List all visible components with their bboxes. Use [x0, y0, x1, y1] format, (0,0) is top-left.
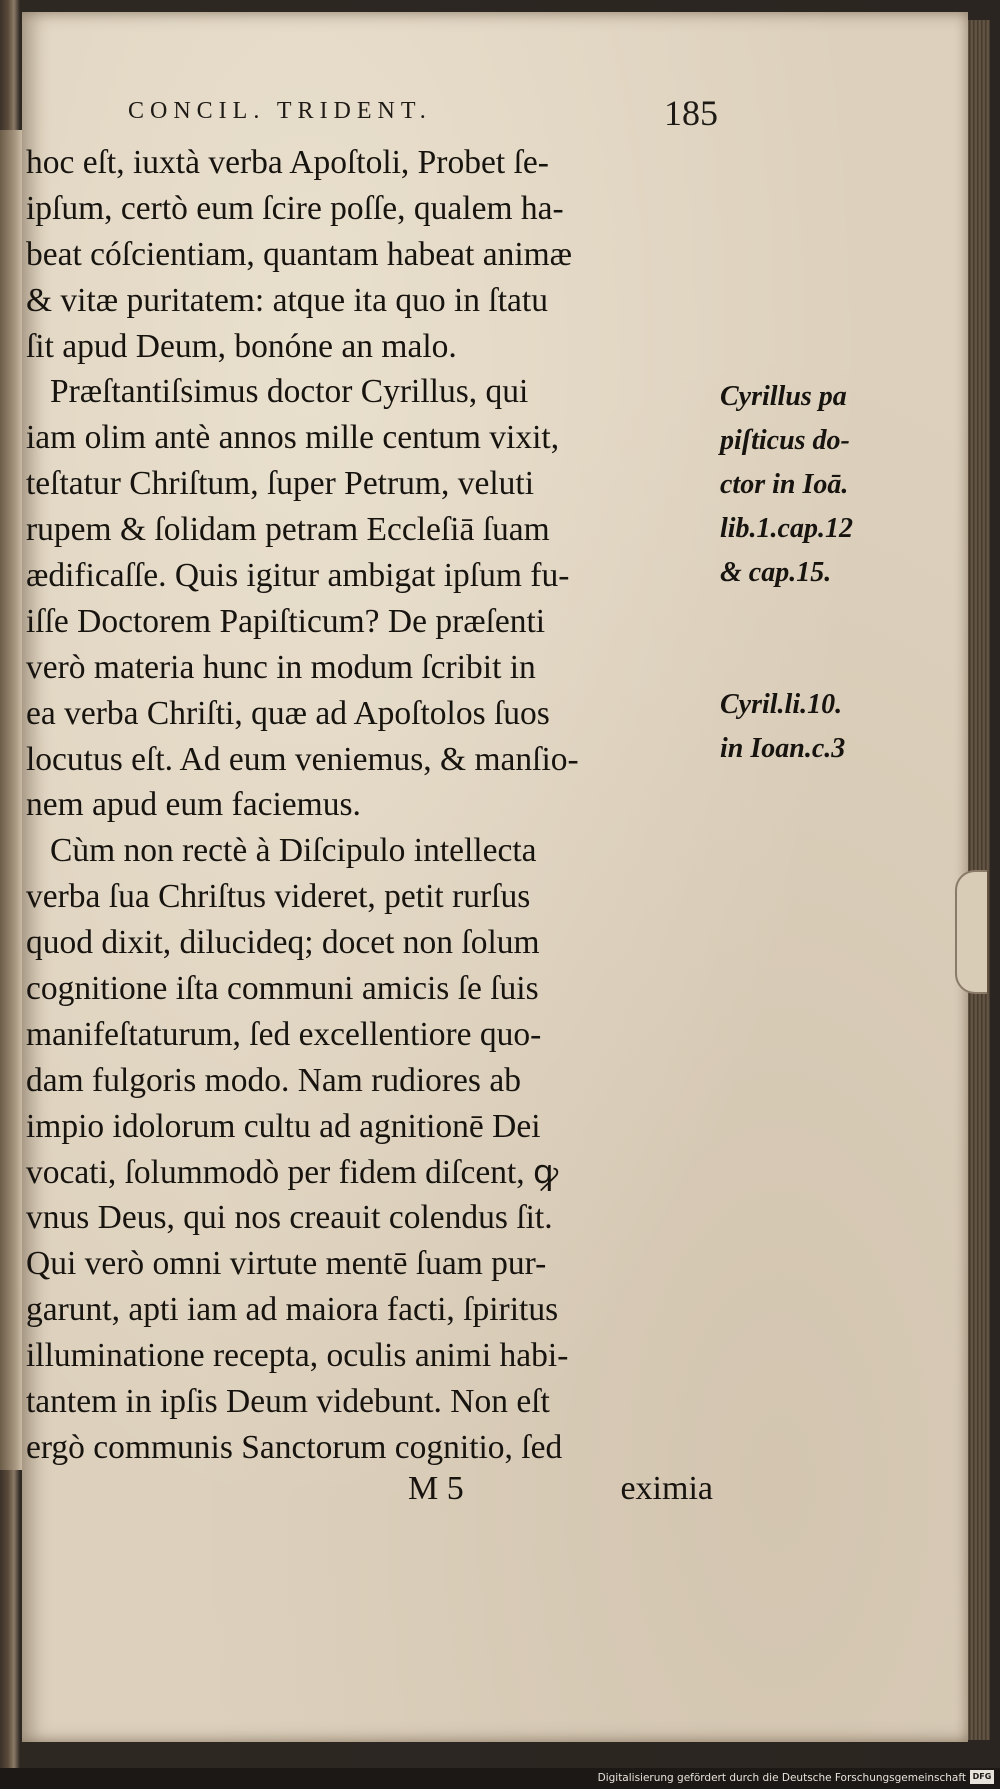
- margin-note-line: Cyrillus pa: [720, 381, 847, 412]
- digitization-notice: Digitalisierung gefördert durch die Deutsche Forschungsgemeinschaft: [597, 1772, 966, 1784]
- body-text: [26, 140, 716, 1471]
- text-line: ea verba Chriſti, quæ ad Apoſtolos ſuos: [26, 694, 550, 732]
- running-head: CONCIL. TRIDENT.: [128, 98, 432, 124]
- facing-page-edge: [0, 130, 22, 1470]
- text-line: manifeſtaturum, ſed excellentiore quo-: [26, 1015, 542, 1053]
- text-line: locutus eſt. Ad eum veniemus, & manſio-: [26, 740, 579, 778]
- text-line: Cùm non rectè à Diſcipulo intellecta: [50, 832, 537, 870]
- page-number: 185: [664, 93, 718, 133]
- text-line: vocati, ſolummodò per fidem diſcent, ꝙ: [26, 1153, 559, 1191]
- text-line: ergò communis Sanctorum cognitio, ſed: [26, 1428, 563, 1466]
- margin-note-line: ctor in Ioā.: [720, 469, 849, 500]
- text-line: hoc eſt, iuxtà verba Apoſtoli, Probet ſe-: [26, 144, 549, 181]
- page-footer: [408, 1470, 713, 1518]
- text-line: iam olim antè annos mille centum vixit,: [26, 419, 560, 457]
- catchword: eximia: [620, 1470, 713, 1507]
- text-line: quod dixit, dilucideq; docet non ſolum: [26, 924, 540, 962]
- text-line: tantem in ipſis Deum videbunt. Non eſt: [26, 1383, 550, 1421]
- dfg-logo-icon: DFG: [970, 1770, 994, 1784]
- text-line: vnus Deus, qui nos creauit colendus ſit.: [26, 1199, 553, 1237]
- margin-note-line: lib.1.cap.12: [720, 513, 853, 544]
- text-line: ædificaſſe. Quis igitur ambigat ipſum fu-: [26, 557, 570, 595]
- margin-note-line: Cyril.li.10.: [720, 689, 843, 720]
- text-line: ipſum, certò eum ſcire poſſe, qualem ha-: [26, 189, 564, 227]
- text-line: & vitæ puritatem: atque ita quo in ſtatu: [26, 281, 548, 319]
- text-line: dam fulgoris modo. Nam rudiores ab: [26, 1061, 521, 1099]
- margin-note-line: piſticus do-: [720, 425, 850, 456]
- margin-note-line: in Ioan.c.3: [720, 733, 846, 764]
- text-line: verba ſua Chriſtus videret, petit rurſus: [26, 878, 531, 916]
- signature-mark: M 5: [408, 1470, 464, 1507]
- text-line: Præſtantiſsimus doctor Cyrillus, qui: [50, 373, 529, 411]
- text-line: illuminatione recepta, oculis animi habi-: [26, 1337, 569, 1375]
- margin-notes: [720, 375, 905, 771]
- text-line: ſit apud Deum, bonóne an malo.: [26, 327, 457, 365]
- page-tab-notch: [955, 870, 987, 994]
- text-line: iſſe Doctorem Papiſticum? De præſenti: [26, 602, 546, 640]
- text-line: rupem & ſolidam petram Eccleſiā ſuam: [26, 511, 550, 549]
- text-line: garunt, apti iam ad maiora facti, ſpiritus: [26, 1291, 559, 1329]
- text-line: verò materia hunc in modum ſcribit in: [26, 648, 536, 686]
- text-line: Qui verò omni virtute mentē ſuam pur-: [26, 1245, 547, 1283]
- margin-note-line: & cap.15.: [720, 557, 832, 588]
- page-header: [128, 93, 718, 138]
- text-line: nem apud eum faciemus.: [26, 786, 361, 824]
- text-line: beat cóſcientiam, quantam habeat animæ: [26, 235, 573, 273]
- text-line: cognitione iſta communi amicis ſe ſuis: [26, 970, 539, 1008]
- text-line: teſtatur Chriſtum, ſuper Petrum, veluti: [26, 465, 534, 503]
- text-line: impio idolorum cultu ad agnitionē Dei: [26, 1107, 541, 1145]
